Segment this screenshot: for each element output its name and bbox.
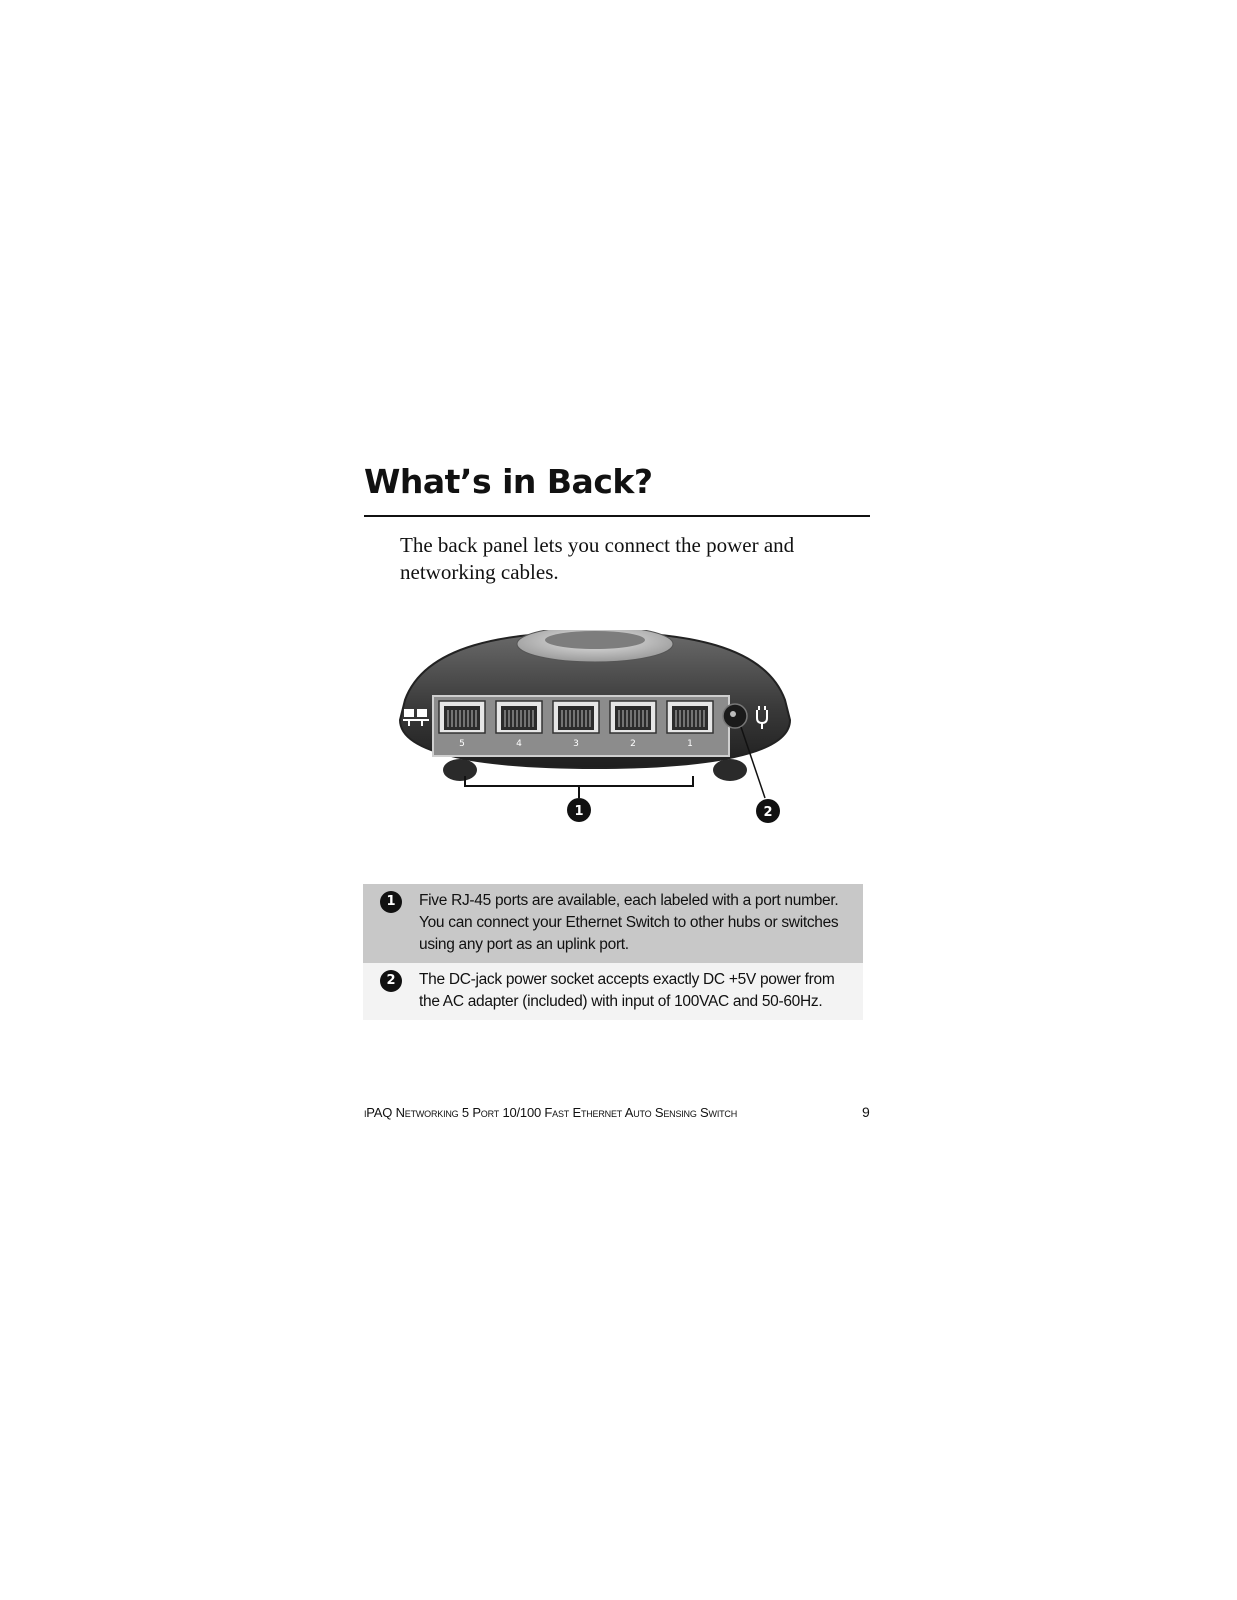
right-foot: [713, 759, 747, 781]
port-label-1: 1: [687, 739, 693, 749]
rj45-port-4: [496, 701, 542, 733]
port-label-2: 2: [630, 739, 636, 749]
title-rule: [364, 515, 870, 517]
rj45-port-1: [667, 701, 713, 733]
port-label-4: 4: [516, 739, 522, 749]
page-number: 9: [862, 1104, 870, 1120]
ports-bracket: [465, 776, 693, 786]
callout-number-1: 1: [380, 891, 402, 913]
svg-text:1: 1: [574, 804, 584, 819]
callout-row-2: [363, 963, 863, 1020]
port-label-3: 3: [573, 739, 579, 749]
callout-text-2: The DC-jack power socket accepts exactly DC +5V power from the AC adapter (included) with input of 100VAC and 50-60Hz.: [419, 963, 863, 1020]
page-title: What’s in Back?: [364, 462, 653, 501]
callout-table: [363, 884, 863, 1020]
svg-text:2: 2: [763, 805, 773, 820]
left-foot: [443, 759, 477, 781]
switch-back-panel-illustration: [385, 630, 825, 860]
rj45-port-5: [439, 701, 485, 733]
callout-text-1: Five RJ-45 ports are available, each labeled with a port number. You can connect your Ethernet Switch to other hubs or switches using any port as an uplink port.: [419, 884, 863, 963]
rj45-port-2: [610, 701, 656, 733]
port-label-5: 5: [459, 739, 465, 749]
footer-title: iPAQ Networking 5 Port 10/100 Fast Ethernet Auto Sensing Switch: [364, 1105, 738, 1120]
callout-number-2: 2: [380, 970, 402, 992]
intro-paragraph: The back panel lets you connect the power and networking cables.: [400, 533, 795, 584]
callout-row-1: [363, 884, 863, 963]
rj45-port-3: [553, 701, 599, 733]
